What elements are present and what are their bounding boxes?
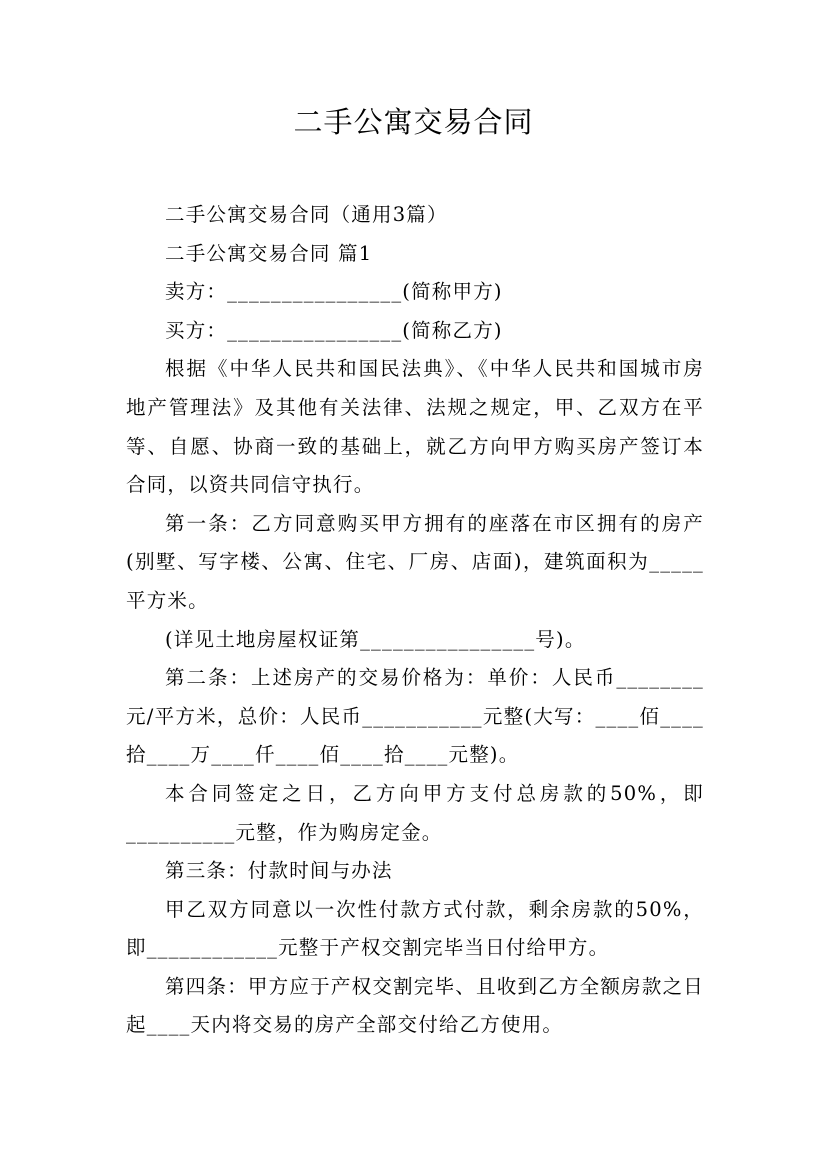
document-body xyxy=(126,196,704,1045)
paragraph-buyer: 买方：________________(简称乙方) xyxy=(165,318,503,342)
document-title: 二手公寓交易合同 xyxy=(293,105,534,139)
paragraph-deposit: 本合同签定之日，乙方向甲方支付总房款的50%，即__________元整，作为购房定金。 xyxy=(126,781,704,844)
paragraph-seller: 卖方：________________(简称甲方) xyxy=(165,280,503,304)
paragraph-article-3: 第三条：付款时间与办法 xyxy=(165,859,393,883)
paragraph-certificate: (详见土地房屋权证第________________号)。 xyxy=(165,627,586,651)
paragraph-subtitle: 二手公寓交易合同（通用3篇） xyxy=(165,203,448,226)
paragraph-article-4: 第四条：甲方应于产权交割完毕、且收到乙方全额房款之日起____天内将交易的房产全部交付给乙方使用。 xyxy=(126,974,704,1037)
paragraph-article-2: 第二条：上述房产的交易价格为：单价：人民币________元/平方米，总价：人民币___________元整(大写：____佰____拾____万____仟____佰____拾____元整)。 xyxy=(126,666,704,767)
paragraph-section-heading: 二手公寓交易合同 篇1 xyxy=(165,241,373,265)
paragraph-preamble: 根据《中华人民共和国民法典》、《中华人民共和国城市房地产管理法》及其他有关法律、法规之规定，甲、乙双方在平等、自愿、协商一致的基础上，就乙方向甲方购买房产签订本合同，以资共同信守执行。 xyxy=(126,357,704,497)
paragraph-payment: 甲乙双方同意以一次性付款方式付款，剩余房款的50%，即____________元整于产权交割完毕当日付给甲方。 xyxy=(126,897,704,960)
paragraph-article-1: 第一条：乙方同意购买甲方拥有的座落在市区拥有的房产(别墅、写字楼、公寓、住宅、厂房、店面)，建筑面积为_____平方米。 xyxy=(126,511,704,612)
